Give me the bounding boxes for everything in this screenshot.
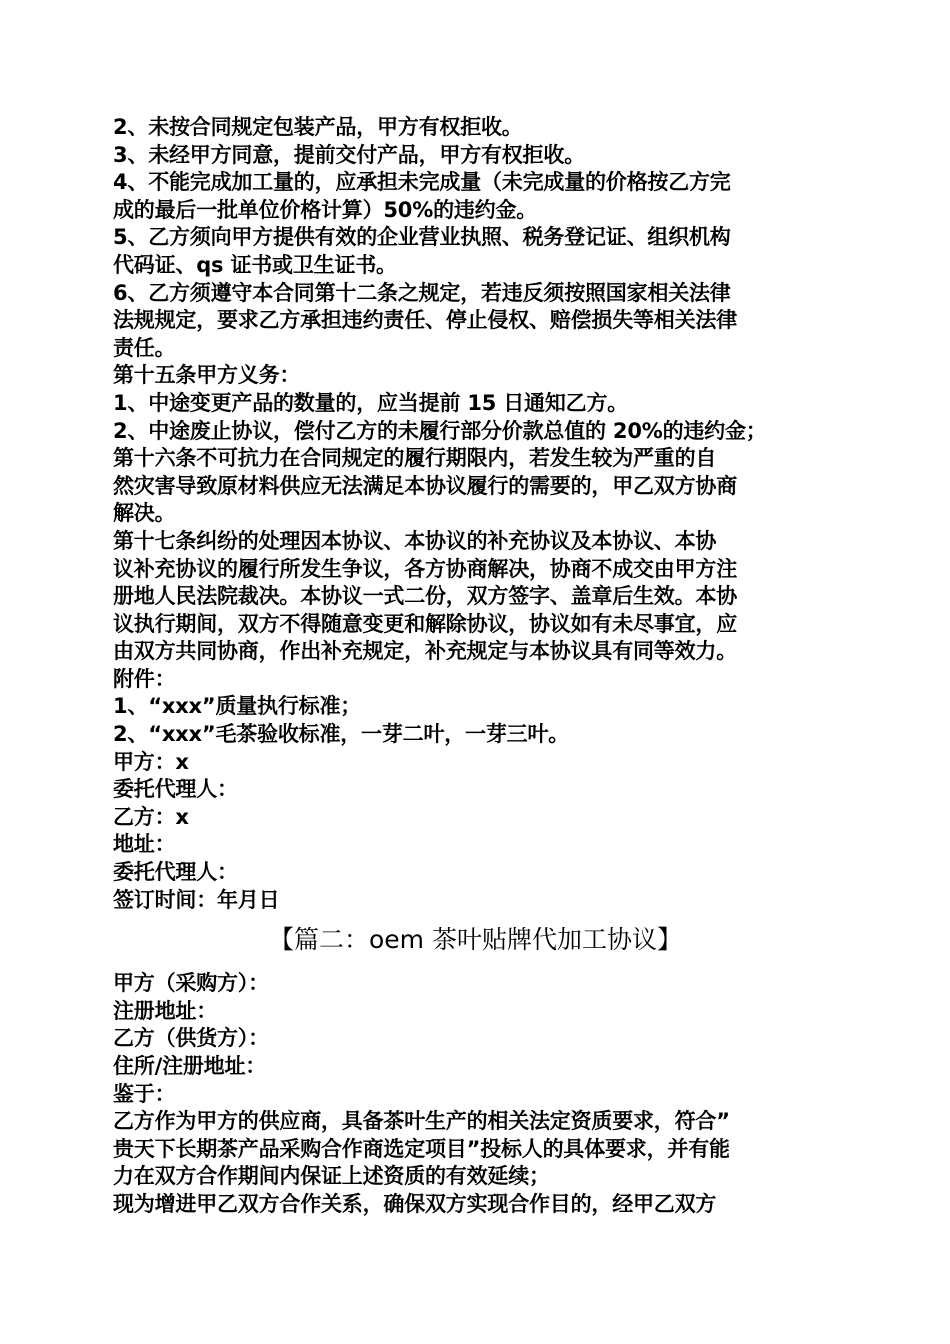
text-line: 地址： — [113, 832, 176, 857]
text-line: 第十六条不可抗力在合同规定的履行期限内，若发生较为严重的自 — [113, 446, 717, 471]
text-line: 议补充协议的履行所发生争议，各方协商解决，协商不成交由甲方注 — [113, 556, 737, 581]
text-line: 议执行期间，双方不得随意变更和解除协议，协议如有未尽事宜，应 — [113, 611, 737, 636]
text-line: 第十七条纠纷的处理因本协议、本协议的补充协议及本协议、本协 — [113, 528, 717, 553]
text-line: 6、乙方须遵守本合同第十二条之规定，若违反须按照国家相关法律 — [113, 280, 731, 305]
text-line: 委托代理人： — [113, 860, 238, 885]
contract-clauses-part2 — [113, 970, 838, 1218]
text-line: 责任。 — [113, 335, 176, 360]
contract-clauses-part1 — [113, 114, 838, 914]
text-line: 1、“xxx”质量执行标准； — [113, 694, 362, 719]
text-line: 法规规定，要求乙方承担违约责任、停止侵权、赔偿损失等相关法律 — [113, 308, 737, 333]
text-line: 2、中途废止协议，偿付乙方的未履行部分价款总值的 20%的违约金； — [113, 418, 767, 443]
text-line: 第十五条甲方义务： — [113, 363, 301, 388]
text-line: 代码证、qs 证书或卫生证书。 — [113, 252, 397, 277]
text-line: 乙方：x — [113, 804, 189, 829]
text-line: 然灾害导致原材料供应无法满足本协议履行的需要的，甲乙双方协商 — [113, 473, 737, 498]
text-line: 由双方共同协商，作出补充规定，补充规定与本协议具有同等效力。 — [113, 639, 737, 664]
text-line: 3、未经甲方同意，提前交付产品，甲方有权拒收。 — [113, 142, 586, 167]
text-line: 附件： — [113, 666, 176, 691]
text-line: 力在双方合作期间内保证上述资质的有效延续； — [113, 1164, 550, 1189]
text-line: 册地人民法院裁决。本协议一式二份，双方签字、盖章后生效。本协 — [113, 584, 737, 609]
text-line: 注册地址： — [113, 998, 217, 1023]
text-line: 委托代理人： — [113, 777, 238, 802]
text-line: 现为增进甲乙双方合作关系，确保双方实现合作目的，经甲乙双方 — [113, 1191, 717, 1216]
text-line: 鉴于： — [113, 1081, 176, 1106]
text-line: 甲方：x — [113, 749, 189, 774]
text-line: 签订时间：年月日 — [113, 887, 280, 912]
text-line: 2、未按合同规定包装产品，甲方有权拒收。 — [113, 115, 523, 139]
text-line: 1、中途变更产品的数量的，应当提前 15 日通知乙方。 — [113, 390, 629, 415]
section-heading: 【篇二：oem 茶叶贴牌代加工协议】 — [269, 925, 682, 955]
text-line: 解决。 — [113, 501, 176, 526]
text-line: 2、“xxx”毛茶验收标准，一芽二叶，一芽三叶。 — [113, 722, 570, 747]
text-line: 甲方（采购方）： — [113, 971, 269, 996]
text-line: 5、乙方须向甲方提供有效的企业营业执照、税务登记证、组织机构 — [113, 225, 731, 250]
text-line: 乙方作为甲方的供应商，具备茶叶生产的相关法定资质要求，符合” — [113, 1109, 730, 1134]
text-line: 成的最后一批单位价格计算）50%的违约金。 — [113, 197, 538, 222]
text-line: 乙方（供货方）： — [113, 1026, 269, 1051]
text-line: 4、不能完成加工量的，应承担未完成量（未完成量的价格按乙方完 — [113, 170, 731, 195]
text-line: 住所/注册地址： — [113, 1054, 267, 1078]
text-line: 贵天下长期茶产品采购合作商选定项目”投标人的具体要求，并有能 — [113, 1136, 730, 1161]
document-body — [113, 114, 838, 1219]
